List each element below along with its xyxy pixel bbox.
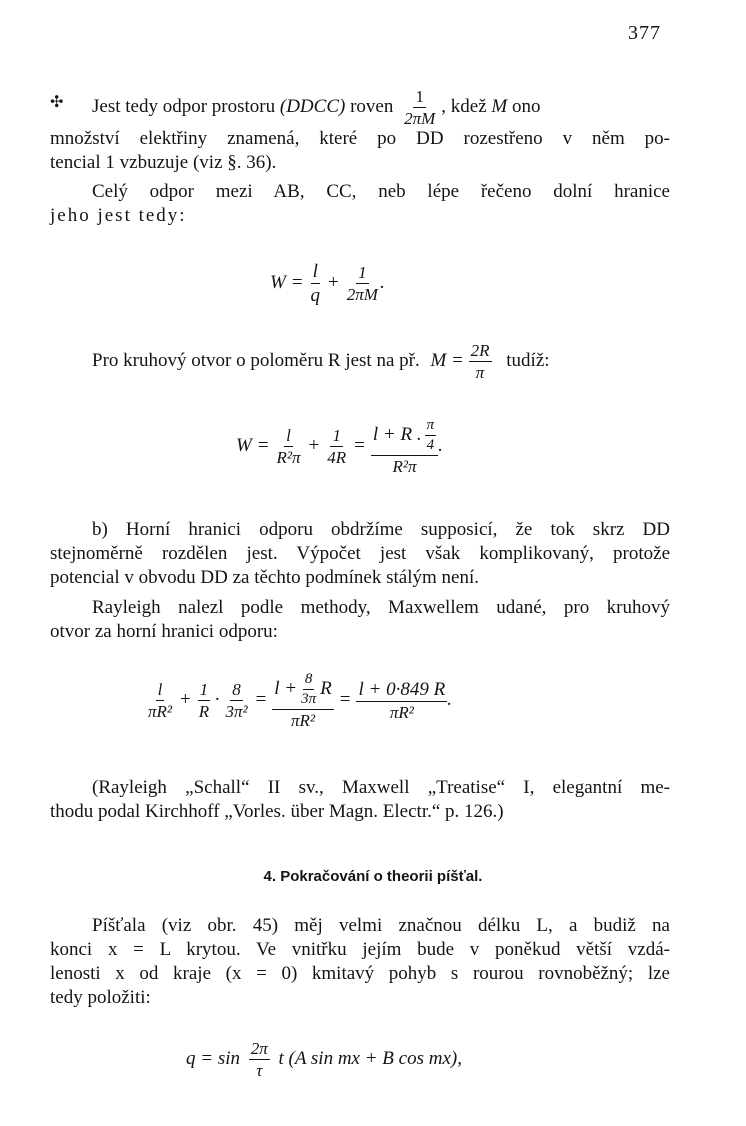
- eq1-lhs: W: [270, 271, 286, 293]
- eq3-end: .: [447, 688, 452, 710]
- eq3-frac4-den: πR²: [291, 711, 316, 730]
- eq2-frac2-num: 1: [332, 426, 341, 445]
- eq3-frac1-den: πR²: [148, 702, 172, 721]
- eq2-frac1: [275, 427, 303, 466]
- eq4-rhs: t (A sin mx + B cos mx),: [278, 1047, 462, 1069]
- eq4-frac-den: τ: [256, 1061, 263, 1080]
- p3-tail: tudíž:: [506, 349, 550, 371]
- eq2-pi: π: [425, 418, 437, 436]
- eq1-equals: =: [291, 271, 303, 293]
- equation-2: [236, 418, 443, 475]
- eq2-frac1-den: R²π: [276, 448, 301, 467]
- p2-line2: jeho jest tedy:: [50, 205, 187, 226]
- p4-line3: potencial v obvodu DD za těchto podmínek stálým není.: [50, 567, 479, 588]
- eq3-frac5: [356, 680, 447, 721]
- p2-line1: Celý odpor mezi AB, CC, neb lépe řečeno dolní hranice: [92, 181, 670, 202]
- eq1-frac1-num: l: [312, 261, 318, 282]
- eq2-four: 4: [426, 437, 435, 453]
- eq2-lhs: W: [236, 434, 252, 456]
- p1-frac-den: 2πM: [404, 109, 436, 128]
- eq2-pi-over-4: [425, 418, 437, 453]
- eq3-frac2-num: 1: [199, 680, 209, 699]
- eq1-end: .: [379, 271, 385, 293]
- eq1-plus: +: [328, 271, 339, 293]
- eq3-equals-2: =: [339, 688, 351, 710]
- section-heading: 4. Pokračování o theorii píšťal.: [263, 868, 483, 885]
- p5-line1: (Rayleigh „Schall“ II sv., Maxwell „Treatise“ I, elegantní me-: [92, 777, 670, 798]
- p3-frac-num: 2R: [470, 341, 490, 360]
- eq3-frac4: [272, 672, 333, 729]
- eq2-frac3-num: [371, 418, 438, 456]
- eq2-frac3: [371, 418, 438, 475]
- p3-text: Pro kruhový otvor o poloměru R jest na př.: [92, 349, 420, 371]
- eq2-equals-2: =: [354, 434, 365, 456]
- eq3-frac1-num: l: [157, 680, 163, 699]
- eq3-8-over-3pi: [299, 672, 318, 707]
- eq2-end: .: [438, 434, 443, 456]
- eq2-plus: +: [308, 434, 320, 456]
- eq1-frac2-num: 1: [358, 263, 367, 282]
- eq2-frac2-den: 4R: [327, 448, 347, 467]
- p1-line3: tencial 1 vzbuzuje (viz §. 36).: [50, 152, 277, 173]
- eq1-frac1: [309, 262, 323, 305]
- eq3-equals: =: [255, 688, 267, 710]
- equation-3: [146, 672, 452, 729]
- eq1-frac2: [345, 264, 380, 303]
- eq1-frac2-den: 2πM: [346, 285, 378, 304]
- eq3-frac4-num: [272, 672, 333, 710]
- p4-line4: Rayleigh nalezl podle methody, Maxwellem udané, pro kruhový: [92, 597, 670, 618]
- p1-text-ono: ono: [511, 95, 541, 117]
- p4-line5: otvor za horní hranici odporu:: [50, 621, 278, 642]
- eq3-dot: ·: [214, 688, 221, 710]
- p6-line1: Píšťala (viz obr. 45) měj velmi značnou délku L, a budiž na: [92, 915, 670, 936]
- p5-line2: thodu podal Kirchhoff „Vorles. über Magn. Electr.“ p. 126.): [50, 801, 504, 822]
- eq2-frac1-num: l: [286, 426, 291, 445]
- p6-line4: tedy položiti:: [50, 987, 151, 1008]
- eq2-equals: =: [257, 434, 269, 456]
- eq2-frac3-num-a: l + R .: [372, 423, 422, 445]
- p1-text-a: Jest tedy odpor prostoru: [92, 95, 276, 117]
- eq1-frac1-den: q: [310, 285, 321, 306]
- eq3-frac4-num-r: R: [320, 677, 332, 699]
- p6-line3: lenosti x od kraje (x = 0) kmitavý pohyb s rourou rovnoběžný; lze: [50, 963, 670, 984]
- p1-line2: množství elektřiny znamená, které po DD rozestřeno v něm po-: [50, 128, 670, 149]
- eq3-frac5-den: πR²: [389, 703, 414, 722]
- p1-text-ddcc: (DDCC): [279, 95, 346, 117]
- marker-glyph: ✣: [50, 94, 64, 111]
- p6-line2: konci x = L krytou. Ve vnitřku jejím bude v poněkud větší vzdá-: [50, 939, 670, 960]
- p4-line1: b) Horní hranici odporu obdržíme supposicí, že tok skrz DD: [92, 519, 670, 540]
- p3-line: [92, 342, 550, 381]
- eq3-plus: +: [180, 688, 191, 710]
- eq3-frac5-num: l + 0·849 R: [358, 679, 446, 700]
- eq4-fraction: [249, 1040, 270, 1079]
- eq3-frac3: [223, 681, 249, 720]
- eq3-frac2-den: R: [198, 702, 210, 721]
- p3-fraction: [469, 342, 492, 381]
- p1-text-roven: roven: [350, 95, 394, 117]
- p4-line2: stejnoměrně rozdělen jest. Výpočet jest však komplikovaný, protože: [50, 543, 670, 564]
- p1-text-m: M: [491, 95, 508, 117]
- eq2-frac3-den: R²π: [392, 457, 417, 476]
- eq4-frac-num: 2π: [250, 1039, 268, 1058]
- page-number: 377: [628, 22, 661, 44]
- p3-frac-den: π: [475, 363, 485, 382]
- p1-frac-num: 1: [415, 87, 424, 106]
- p1-text-kdez: kdež: [450, 95, 487, 117]
- eq3-frac2: [197, 681, 211, 720]
- p3-m-lhs: M =: [430, 349, 464, 371]
- eq3-3pi: 3π: [301, 691, 317, 707]
- eq4-lhs: q = sin: [186, 1047, 240, 1069]
- eq2-frac2: [325, 427, 348, 466]
- equation-4: [186, 1040, 462, 1079]
- p1-line1: Jest tedy odpor prostoru (DDCC) roven $\frac{1}{2\pi M}$ , kdež M ono: [92, 87, 541, 128]
- eq3-frac4-num-a: l +: [274, 677, 298, 699]
- equation-1: [270, 262, 385, 305]
- eq3-frac3-num: 8: [232, 680, 241, 699]
- eq3-eight: 8: [303, 672, 315, 690]
- p1-fraction: [402, 88, 437, 127]
- eq3-frac3-den: 3π²: [225, 702, 248, 721]
- eq3-frac1: [146, 681, 174, 720]
